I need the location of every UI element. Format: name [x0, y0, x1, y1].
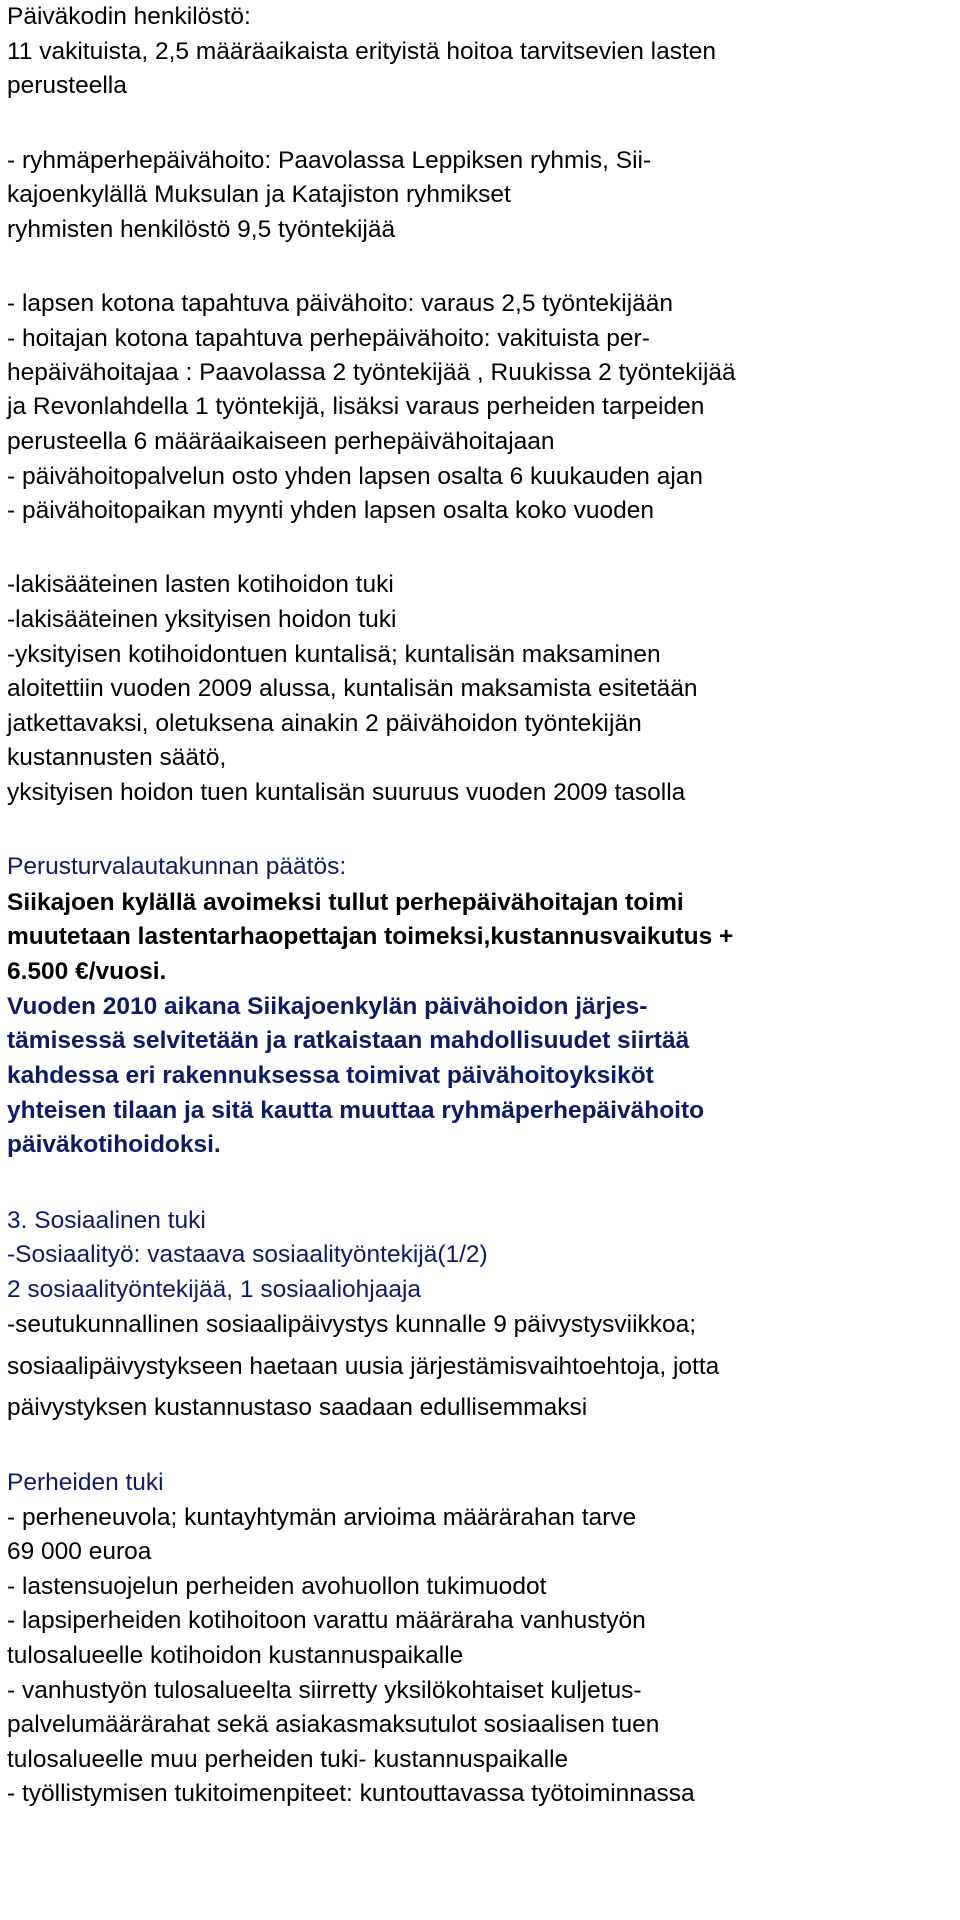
text-line: 69 000 euroa: [7, 1538, 152, 1565]
text-line: -Sosiaalityö: vastaava sosiaalityöntekijä(1/2): [7, 1241, 488, 1268]
text-line: kajoenkylällä Muksulan ja Katajiston ryhmikset: [7, 181, 511, 208]
text-line: - ryhmäperhepäivähoito: Paavolassa Leppiksen ryhmis, Sii-: [7, 147, 652, 174]
text-line: tulosalueelle kotihoidon kustannuspaikalle: [7, 1642, 464, 1669]
decision-text-line: Siikajoen kylällä avoimeksi tullut perhepäivähoitajan toimi: [7, 889, 684, 916]
text-line: - lastensuojelun perheiden avohuollon tukimuodot: [7, 1573, 547, 1600]
text-line: - työllistymisen tukitoimenpiteet: kuntouttavassa työtoiminnassa: [7, 1780, 695, 1807]
text-line: tulosalueelle muu perheiden tuki- kustannuspaikalle: [7, 1746, 569, 1773]
text-line: -yksityisen kotihoidontuen kuntalisä; kuntalisän maksaminen: [7, 641, 661, 668]
decision-text-line: 6.500 €/vuosi.: [7, 958, 167, 985]
decision-text-line: muutetaan lastentarhaopettajan toimeksi,kustannusvaikutus +: [7, 923, 734, 950]
text-line: 2 sosiaalityöntekijää, 1 sosiaaliohjaaja: [7, 1276, 422, 1303]
text-line: - lapsen kotona tapahtuva päivähoito: varaus 2,5 työntekijään: [7, 290, 674, 317]
text-line: sosiaalipäivystykseen haetaan uusia järjestämisvaihtoehtoja, jotta: [7, 1353, 720, 1380]
text-line: jatkettavaksi, oletuksena ainakin 2 päivähoidon työntekijän: [7, 710, 642, 737]
decision-text-line: kahdessa eri rakennuksessa toimivat päivähoitoyksiköt: [7, 1062, 654, 1089]
text-line: perusteella 6 määräaikaiseen perhepäivähoitajaan: [7, 428, 555, 455]
section-heading-family-support: Perheiden tuki: [7, 1469, 164, 1496]
decision-text-line: tämisessä selvitetään ja ratkaistaan mahdollisuudet siirtää: [7, 1027, 690, 1054]
decision-text-line: Vuoden 2010 aikana Siikajoenkylän päivähoidon järjes-: [7, 993, 648, 1020]
text-line: palvelumäärärahat sekä asiakasmaksutulot sosiaalisen tuen: [7, 1711, 660, 1738]
text-line: -lakisääteinen yksityisen hoidon tuki: [7, 606, 397, 633]
decision-text-line: päiväkotihoidoksi.: [7, 1131, 221, 1158]
section-heading-staff: Päiväkodin henkilöstö:: [7, 3, 251, 30]
text-line: ja Revonlahdella 1 työntekijä, lisäksi varaus perheiden tarpeiden: [7, 393, 705, 420]
text-line: - perheneuvola; kuntayhtymän arvioima määrärahan tarve: [7, 1504, 637, 1531]
text-line: yksityisen hoidon tuen kuntalisän suuruus vuoden 2009 tasolla: [7, 779, 686, 806]
text-line: päivystyksen kustannustaso saadaan edullisemmaksi: [7, 1394, 588, 1421]
text-line: - lapsiperheiden kotihoitoon varattu määräraha vanhustyön: [7, 1607, 646, 1634]
decision-text-line: yhteisen tilaan ja sitä kautta muuttaa ryhmäperhepäivähoito: [7, 1097, 705, 1124]
text-line: - päivähoitopaikan myynti yhden lapsen osalta koko vuoden: [7, 497, 654, 524]
text-line: - hoitajan kotona tapahtuva perhepäivähoito: vakituista per-: [7, 325, 650, 352]
text-line: kustannusten säätö,: [7, 744, 227, 771]
text-line: - vanhustyön tulosalueelta siirretty yksilökohtaiset kuljetus-: [7, 1677, 642, 1704]
text-line: 11 vakituista, 2,5 määräaikaista erityistä hoitoa tarvitsevien lasten: [7, 38, 717, 65]
text-line: hepäivähoitajaa : Paavolassa 2 työntekijää , Ruukissa 2 työntekijää: [7, 359, 736, 386]
text-line: -seutukunnallinen sosiaalipäivystys kunnalle 9 päivystysviikkoa;: [7, 1311, 697, 1338]
text-line: perusteella: [7, 72, 127, 99]
section-heading-social-support: 3. Sosiaalinen tuki: [7, 1207, 206, 1234]
text-line: aloitettiin vuoden 2009 alussa, kuntalisän maksamista esitetään: [7, 675, 698, 702]
decision-heading: Perusturvalautakunnan päätös:: [7, 853, 347, 880]
text-line: - päivähoitopalvelun osto yhden lapsen osalta 6 kuukauden ajan: [7, 463, 704, 490]
text-line: -lakisääteinen lasten kotihoidon tuki: [7, 571, 394, 598]
text-line: ryhmisten henkilöstö 9,5 työntekijää: [7, 216, 396, 243]
